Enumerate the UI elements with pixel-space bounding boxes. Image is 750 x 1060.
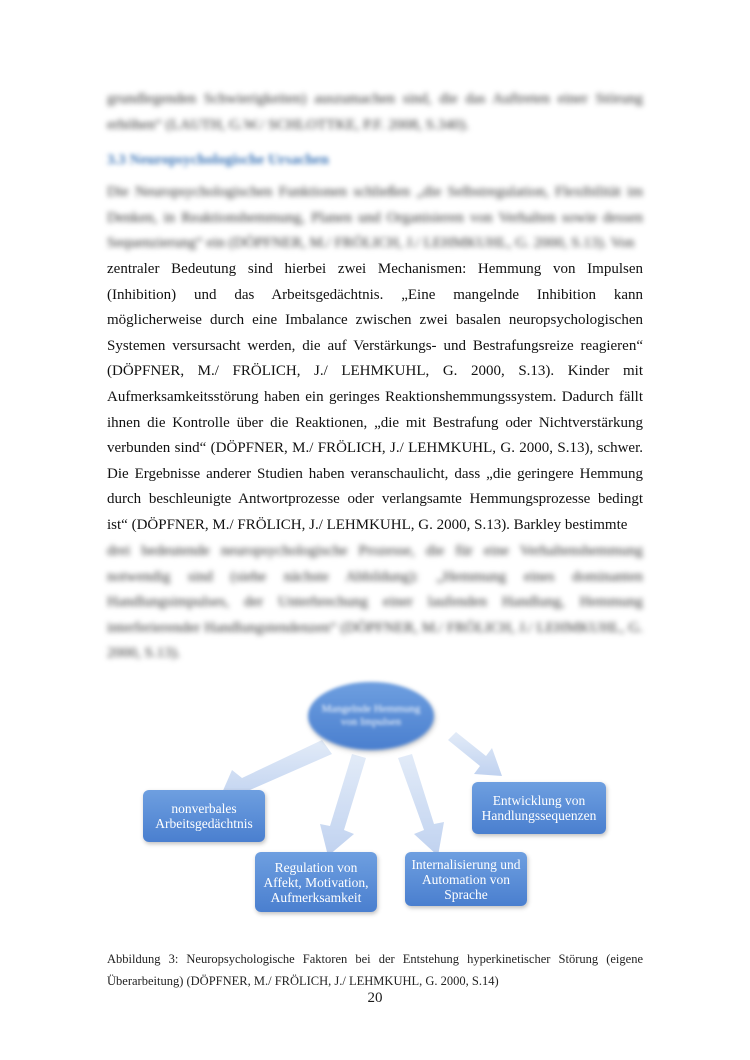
neuropsychology-diagram [100,660,660,940]
page-number: 20 [367,990,383,1006]
section-heading: 3.3 Neuropsychologische Ursachen [107,152,329,168]
diagram-node-internalization: Internalisierung und Automation von Sprache [405,852,527,906]
diagram-node-action-sequences: Entwicklung von Handlungssequenzen [472,782,606,834]
figure-caption: Abbildung 3: Neuropsychologische Faktoren bei der Entstehung hyperkinetischer Störung (eigene Überarbeitung) (DÖPFNER, M./ FRÖLICH, J./ LEHMKUHL, G. 2000, S.14) [107,952,643,988]
arrow-to-mid-left-node [320,754,366,856]
paragraph-top-blurred: grundlegenden Schwierigkeiten) auszumachen sind, die das Auftreten einer Störung erhöhen“ (LAUTH, G.W./ SCHLOTTKE, P.F. 2008, S.340). [107,91,643,133]
diagram-center-node: Mangelnde Hemmung von Impulsen [308,682,434,750]
diagram-node-regulation: Regulation von Affekt, Motivation, Aufmerksamkeit [255,852,377,912]
paragraph-main-text: zentraler Bedeutung sind hierbei zwei Mechanismen: Hemmung von Impulsen (Inhibition) und das Arbeitsgedächtnis. „Eine mangelnde Inhibition kann möglicherweise durch eine Imbalance zwischen zwei basalen neuropsychologischen Systemen versursacht werden, die auf Verstärkungs- und Bestrafungsreize reagieren“ (DÖPFNER, M./ FRÖLICH, J./ LEHMKUHL, G. 2000, S.13). Kinder mit Aufmerksamkeitsstörung haben ein geringes Reaktionshemmungssystem. Dadurch fällt ihnen die Kontrolle über die Reaktionen, „die mit Bestrafung oder Nichtverstärkung verbunden sind“ (DÖPFNER, M./ FRÖLICH, J./ LEHMKUHL, G. 2000, S.13), schwer. Die Ergebnisse anderer Studien haben veranschaulicht, dass „die geringere Hemmung durch beschleunigte Antwortprozesse oder verlangsamte Hemmungsprozesse bedingt ist“ (DÖPFNER, M./ FRÖLICH, J./ LEHMKUHL, G. 2000, S.13). Barkley bestimmte [107,261,643,533]
arrow-to-right-node [448,732,502,776]
arrow-to-mid-right-node [398,754,444,856]
diagram-node-nonverbal-memory: nonverbales Arbeitsgedächtnis [143,790,265,842]
paragraph-bottom-blurred: drei bedeutende neuropsychologische Prozesse, die für eine Verhaltenshemmung notwendig sind (siehe nächste Abbildung): „Hemmung eines dominanten Handlungsimpulses, der Unterbrechung einer laufenden Handlung, Hemmung interferierender Handlungstendenzen“ (DÖPFNER, M./ FRÖLICH, J./ LEHMKUHL, G. 2000, S.13). [107,543,643,662]
paragraph-section-intro-blurred: Die Neuropsychologischen Funktionen schließen „die Selbstregulation, Flexibilität im Denken, in Reaktionshemmung, Planen und Organisieren von Verhalten sowie dessen Sequenzierung“ ein (DÖPFNER, M./ FRÖLICH, J./ LEHMKUHL, G. 2000, S.13). Von [107,184,643,252]
